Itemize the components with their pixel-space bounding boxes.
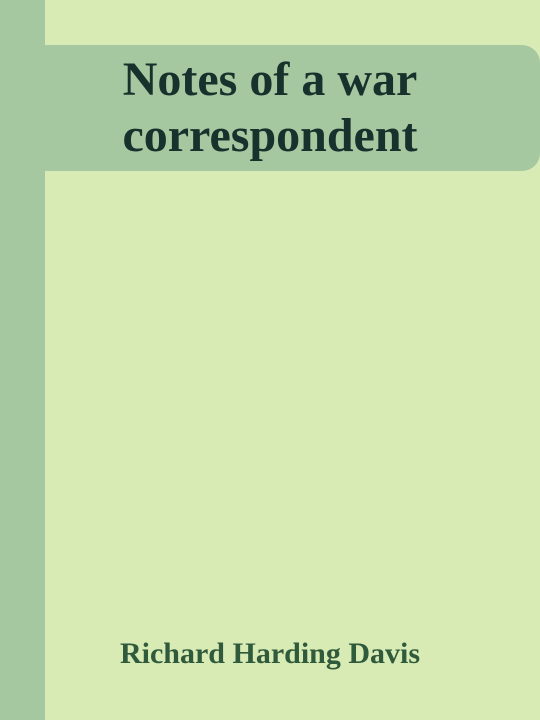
- book-title: [45, 52, 495, 164]
- book-title-line-1: Notes of a war: [122, 53, 418, 106]
- cover-spine: [0, 0, 45, 720]
- book-title-line-2: correspondent: [122, 109, 418, 162]
- book-author: Richard Harding Davis: [119, 637, 421, 670]
